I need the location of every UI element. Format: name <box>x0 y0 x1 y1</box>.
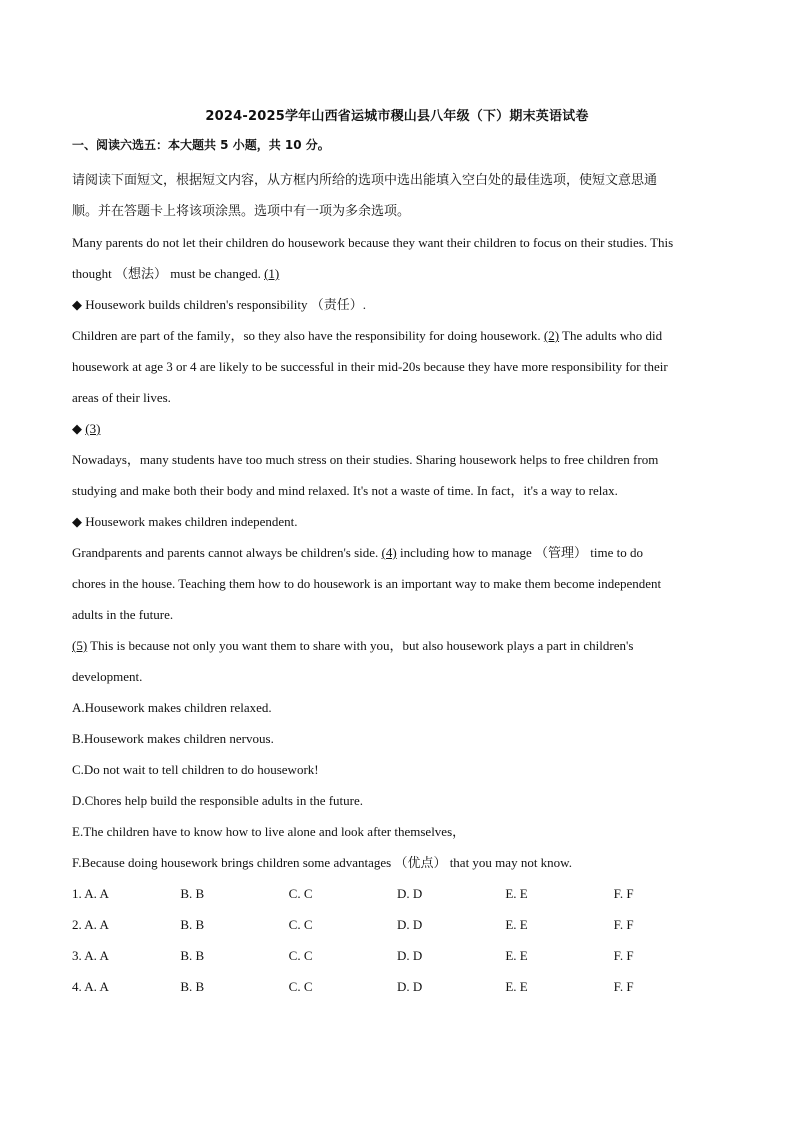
option-b: B.Housework makes children nervous. <box>72 731 274 746</box>
passage-line <box>72 537 722 568</box>
passage-line <box>72 320 722 351</box>
passage-line: housework at age 3 or 4 are likely to be successful in their mid-20s because they have more responsibility for their <box>72 359 668 374</box>
passage-line: studying and make both their body and mind relaxed. It's not a waste of time. In fact，it's a way to relax. <box>72 483 618 498</box>
section-heading: 一、阅读六选五：本大题共 5 小题，共 10 分。 <box>72 138 330 152</box>
choice-a[interactable]: 1. A. A <box>72 886 109 901</box>
exam-title: 2024-2025学年山西省运城市稷山县八年级（下）期末英语试卷 <box>205 109 589 124</box>
choice-a[interactable]: 4. A. A <box>72 979 109 994</box>
blank-2: (2) <box>543 328 560 343</box>
choice-e[interactable]: E. E <box>505 886 528 901</box>
question-row-4 <box>72 971 722 1002</box>
choice-b[interactable]: B. B <box>180 948 205 963</box>
option-e: E.The children have to know how to live alone and look after themselves， <box>72 824 466 839</box>
choice-c[interactable]: C. C <box>288 948 313 963</box>
choice-d[interactable]: D. D <box>396 979 423 994</box>
choice-f[interactable]: F. F <box>613 948 634 963</box>
question-row-1 <box>72 878 722 909</box>
blank-3: (3) <box>85 421 101 436</box>
passage-line: adults in the future. <box>72 607 174 622</box>
heading-responsibility: ◆ Housework builds children's responsibility （责任）. <box>72 297 366 312</box>
passage-text: The adults who did <box>559 328 663 343</box>
passage-text: This is because not only you want them to share with you，but also housework plays a part in children's <box>87 638 634 653</box>
choice-d[interactable]: D. D <box>396 886 423 901</box>
option-f: F.Because doing housework brings children some advantages （优点） that you may not know. <box>72 855 572 870</box>
option-d: D.Chores help build the responsible adults in the future. <box>72 793 364 808</box>
heading-independent: ◆ Housework makes children independent. <box>72 514 298 529</box>
choice-e[interactable]: E. E <box>505 917 528 932</box>
question-row-2 <box>72 909 722 940</box>
choice-b[interactable]: B. B <box>180 979 205 994</box>
choice-f[interactable]: F. F <box>613 886 634 901</box>
passage-line: Nowadays，many students have too much stress on their studies. Sharing housework helps to free children from <box>72 452 659 467</box>
choice-f[interactable]: F. F <box>613 917 634 932</box>
blank-1: (1) <box>264 266 280 281</box>
blank-5: (5) <box>72 638 88 653</box>
passage-text: Grandparents and parents cannot always be children's side. <box>72 545 379 560</box>
passage-text: including how to manage （管理） time to do <box>396 545 643 560</box>
choice-c[interactable]: C. C <box>288 979 313 994</box>
passage-line: chores in the house. Teaching them how to do housework is an important way to make them become independent <box>72 576 662 591</box>
choice-b[interactable]: B. B <box>180 917 205 932</box>
choice-e[interactable]: E. E <box>505 948 528 963</box>
passage-line <box>72 630 722 661</box>
heading-blank-3 <box>72 413 722 444</box>
blank-4: (4) <box>381 545 397 560</box>
choice-e[interactable]: E. E <box>505 979 528 994</box>
diamond-bullet-icon: ◆ <box>72 421 82 436</box>
choice-c[interactable]: C. C <box>288 886 313 901</box>
choice-a[interactable]: 2. A. A <box>72 917 109 932</box>
option-c: C.Do not wait to tell children to do housework! <box>72 762 319 777</box>
question-row-3 <box>72 940 722 971</box>
option-a: A.Housework makes children relaxed. <box>72 700 272 715</box>
choice-f[interactable]: F. F <box>613 979 634 994</box>
passage-line: Many parents do not let their children do housework because they want their children to focus on their studies. This <box>72 235 674 250</box>
instruction-line-1: 请阅读下面短文，根据短文内容，从方框内所给的选项中选出能填入空白处的最佳选项，使短文意思通 <box>72 173 658 188</box>
choice-b[interactable]: B. B <box>180 886 205 901</box>
choice-d[interactable]: D. D <box>396 917 423 932</box>
instruction-line-2: 顺。并在答题卡上将该项涂黑。选项中有一项为多余选项。 <box>72 204 411 219</box>
passage-text: thought （想法） must be changed. <box>72 266 261 281</box>
choice-d[interactable]: D. D <box>396 948 423 963</box>
choice-a[interactable]: 3. A. A <box>72 948 109 963</box>
exam-page <box>72 100 722 1002</box>
passage-line <box>72 258 722 289</box>
choice-c[interactable]: C. C <box>288 917 313 932</box>
passage-line: areas of their lives. <box>72 390 171 405</box>
passage-line: development. <box>72 669 143 684</box>
passage-text: Children are part of the family，so they also have the responsibility for doing housework. <box>72 328 541 343</box>
